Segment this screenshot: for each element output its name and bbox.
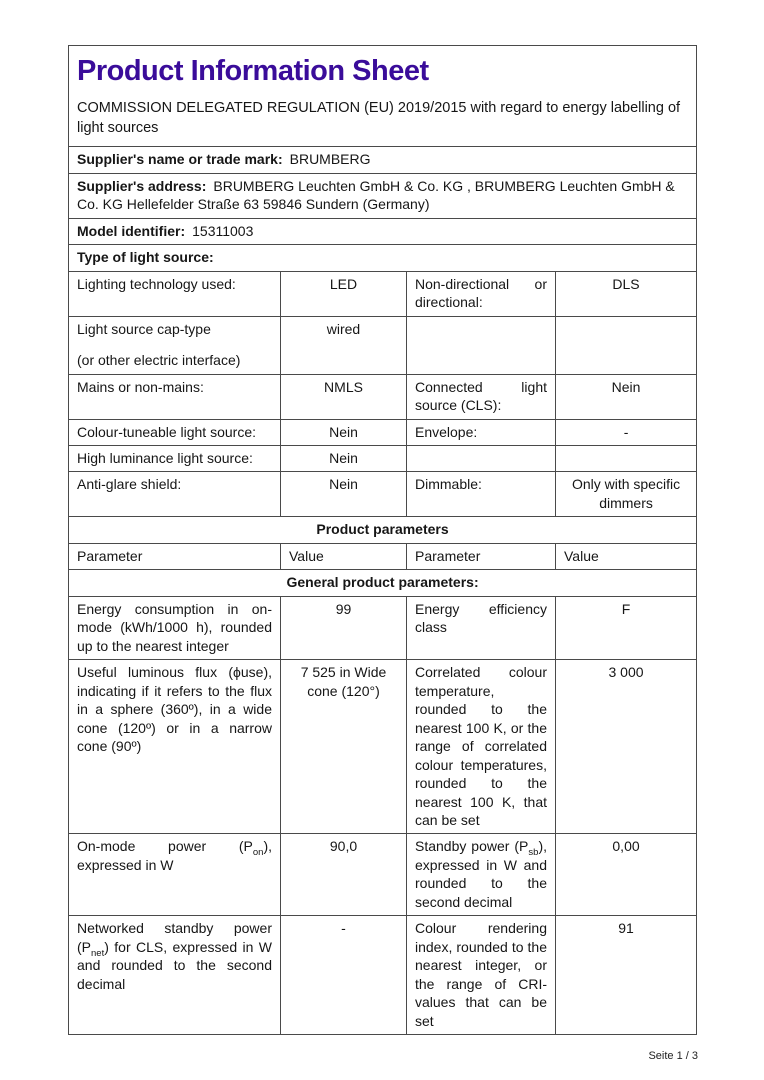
table-row (69, 916, 697, 1035)
supplier-address-cell (69, 173, 697, 218)
param-text: Networked standby power (P (77, 920, 272, 955)
model-identifier-label: Model identifier: (77, 222, 186, 239)
subscript: net (91, 947, 105, 959)
page-number: Seite 1 / 3 (648, 1050, 698, 1063)
param-cell: Non-directional or directional: (407, 271, 556, 316)
table-row (69, 316, 697, 374)
param-text: ), expressed in W and rounded to the second decimal (415, 838, 547, 910)
value-cell: 99 (281, 596, 407, 659)
cap-type-line2: (or other electric interface) (77, 352, 241, 369)
value-cell: 0,00 (556, 834, 697, 916)
table-row (69, 218, 697, 244)
value-cell: 3 000 (556, 660, 697, 834)
param-cell: Colour rendering index, rounded to the nearest integer, or the range of CRI-values that can be set (407, 916, 556, 1035)
table-row (69, 517, 697, 543)
subscript: on (252, 847, 264, 859)
table-row (69, 660, 697, 834)
supplier-name-value: BRUMBERG (289, 151, 371, 168)
page-title: Product Information Sheet (77, 55, 429, 87)
value-cell: wired (281, 316, 407, 374)
table-row (69, 271, 697, 316)
table-row (69, 245, 697, 271)
empty-cell (407, 316, 556, 374)
param-cell: High luminance light source: (69, 446, 281, 472)
subscript: sb (528, 847, 539, 859)
model-identifier-cell (69, 218, 697, 244)
param-cell: Correlated colour temperature, rounded to the nearest 100 K, or the range of correlated colour temperatures, rounded to the nearest 100 K, that can be set (407, 660, 556, 834)
value-cell: 90,0 (281, 834, 407, 916)
value-cell: Nein (281, 419, 407, 445)
param-cell: Envelope: (407, 419, 556, 445)
column-header-value: Value (281, 543, 407, 569)
column-header-parameter: Parameter (69, 543, 281, 569)
value-cell: DLS (556, 271, 697, 316)
product-info-table (68, 45, 697, 1035)
value-cell: Nein (556, 374, 697, 419)
type-of-light-source-header: Type of light source: (69, 245, 697, 271)
supplier-address-value: BRUMBERG Leuchten GmbH & Co. KG , BRUMBERG Leuchten GmbH & Co. KG Hellefelder Straße 63 59846 Sundern (Germany) (77, 177, 675, 213)
param-cell: Energy efficiency class (407, 596, 556, 659)
param-text: ), expressed in W (77, 838, 272, 873)
param-cell: Mains or non-mains: (69, 374, 281, 419)
table-row (69, 543, 697, 569)
supplier-address-label: Supplier's address: (77, 177, 207, 194)
column-header-value: Value (556, 543, 697, 569)
param-text: On-mode power (P (77, 838, 253, 855)
param-cell (407, 834, 556, 916)
value-cell: 91 (556, 916, 697, 1035)
value-cell: 7 525 in Wide cone (120°) (281, 660, 407, 834)
param-cell: Useful luminous flux (ϕuse), indicating if it refers to the flux in a sphere (360º), in a wide cone (120º) or in a narrow cone (90º) (69, 660, 281, 834)
param-cell (69, 916, 281, 1035)
table-row (69, 173, 697, 218)
table-row (69, 472, 697, 517)
value-cell: LED (281, 271, 407, 316)
product-parameters-header: Product parameters (69, 517, 697, 543)
regulation-text: COMMISSION DELEGATED REGULATION (EU) 2019/2015 with regard to energy labelling of light sources (77, 100, 681, 136)
supplier-name-label: Supplier's name or trade mark: (77, 151, 283, 168)
model-identifier-value: 15311003 (192, 222, 254, 239)
table-row (69, 46, 697, 147)
title-block (69, 46, 697, 147)
column-header-parameter: Parameter (407, 543, 556, 569)
table-row (69, 419, 697, 445)
value-cell: Nein (281, 446, 407, 472)
param-cell: Connected light source (CLS): (407, 374, 556, 419)
value-cell: - (281, 916, 407, 1035)
param-text: Standby power (P (415, 838, 529, 855)
value-cell: Only with specific dimmers (556, 472, 697, 517)
table-row (69, 570, 697, 596)
param-cell (69, 316, 281, 374)
value-cell: F (556, 596, 697, 659)
table-row (69, 834, 697, 916)
empty-cell (556, 446, 697, 472)
param-cell (69, 834, 281, 916)
empty-cell (407, 446, 556, 472)
table-row (69, 446, 697, 472)
general-parameters-header: General product parameters: (69, 570, 697, 596)
param-cell: Lighting technology used: (69, 271, 281, 316)
param-text: ) for CLS, expressed in W and rounded to the second decimal (77, 938, 272, 992)
supplier-name-cell (69, 147, 697, 173)
value-cell: Nein (281, 472, 407, 517)
value-cell: NMLS (281, 374, 407, 419)
table-row (69, 374, 697, 419)
table-row (69, 596, 697, 659)
param-cell: Colour-tuneable light source: (69, 419, 281, 445)
cap-type-line1: Light source cap-type (77, 320, 211, 337)
empty-cell (556, 316, 697, 374)
value-cell: - (556, 419, 697, 445)
param-cell: Anti-glare shield: (69, 472, 281, 517)
param-cell: Energy consumption in on-mode (kWh/1000 h), rounded up to the nearest integer (69, 596, 281, 659)
param-cell: Dimmable: (407, 472, 556, 517)
table-row (69, 147, 697, 173)
